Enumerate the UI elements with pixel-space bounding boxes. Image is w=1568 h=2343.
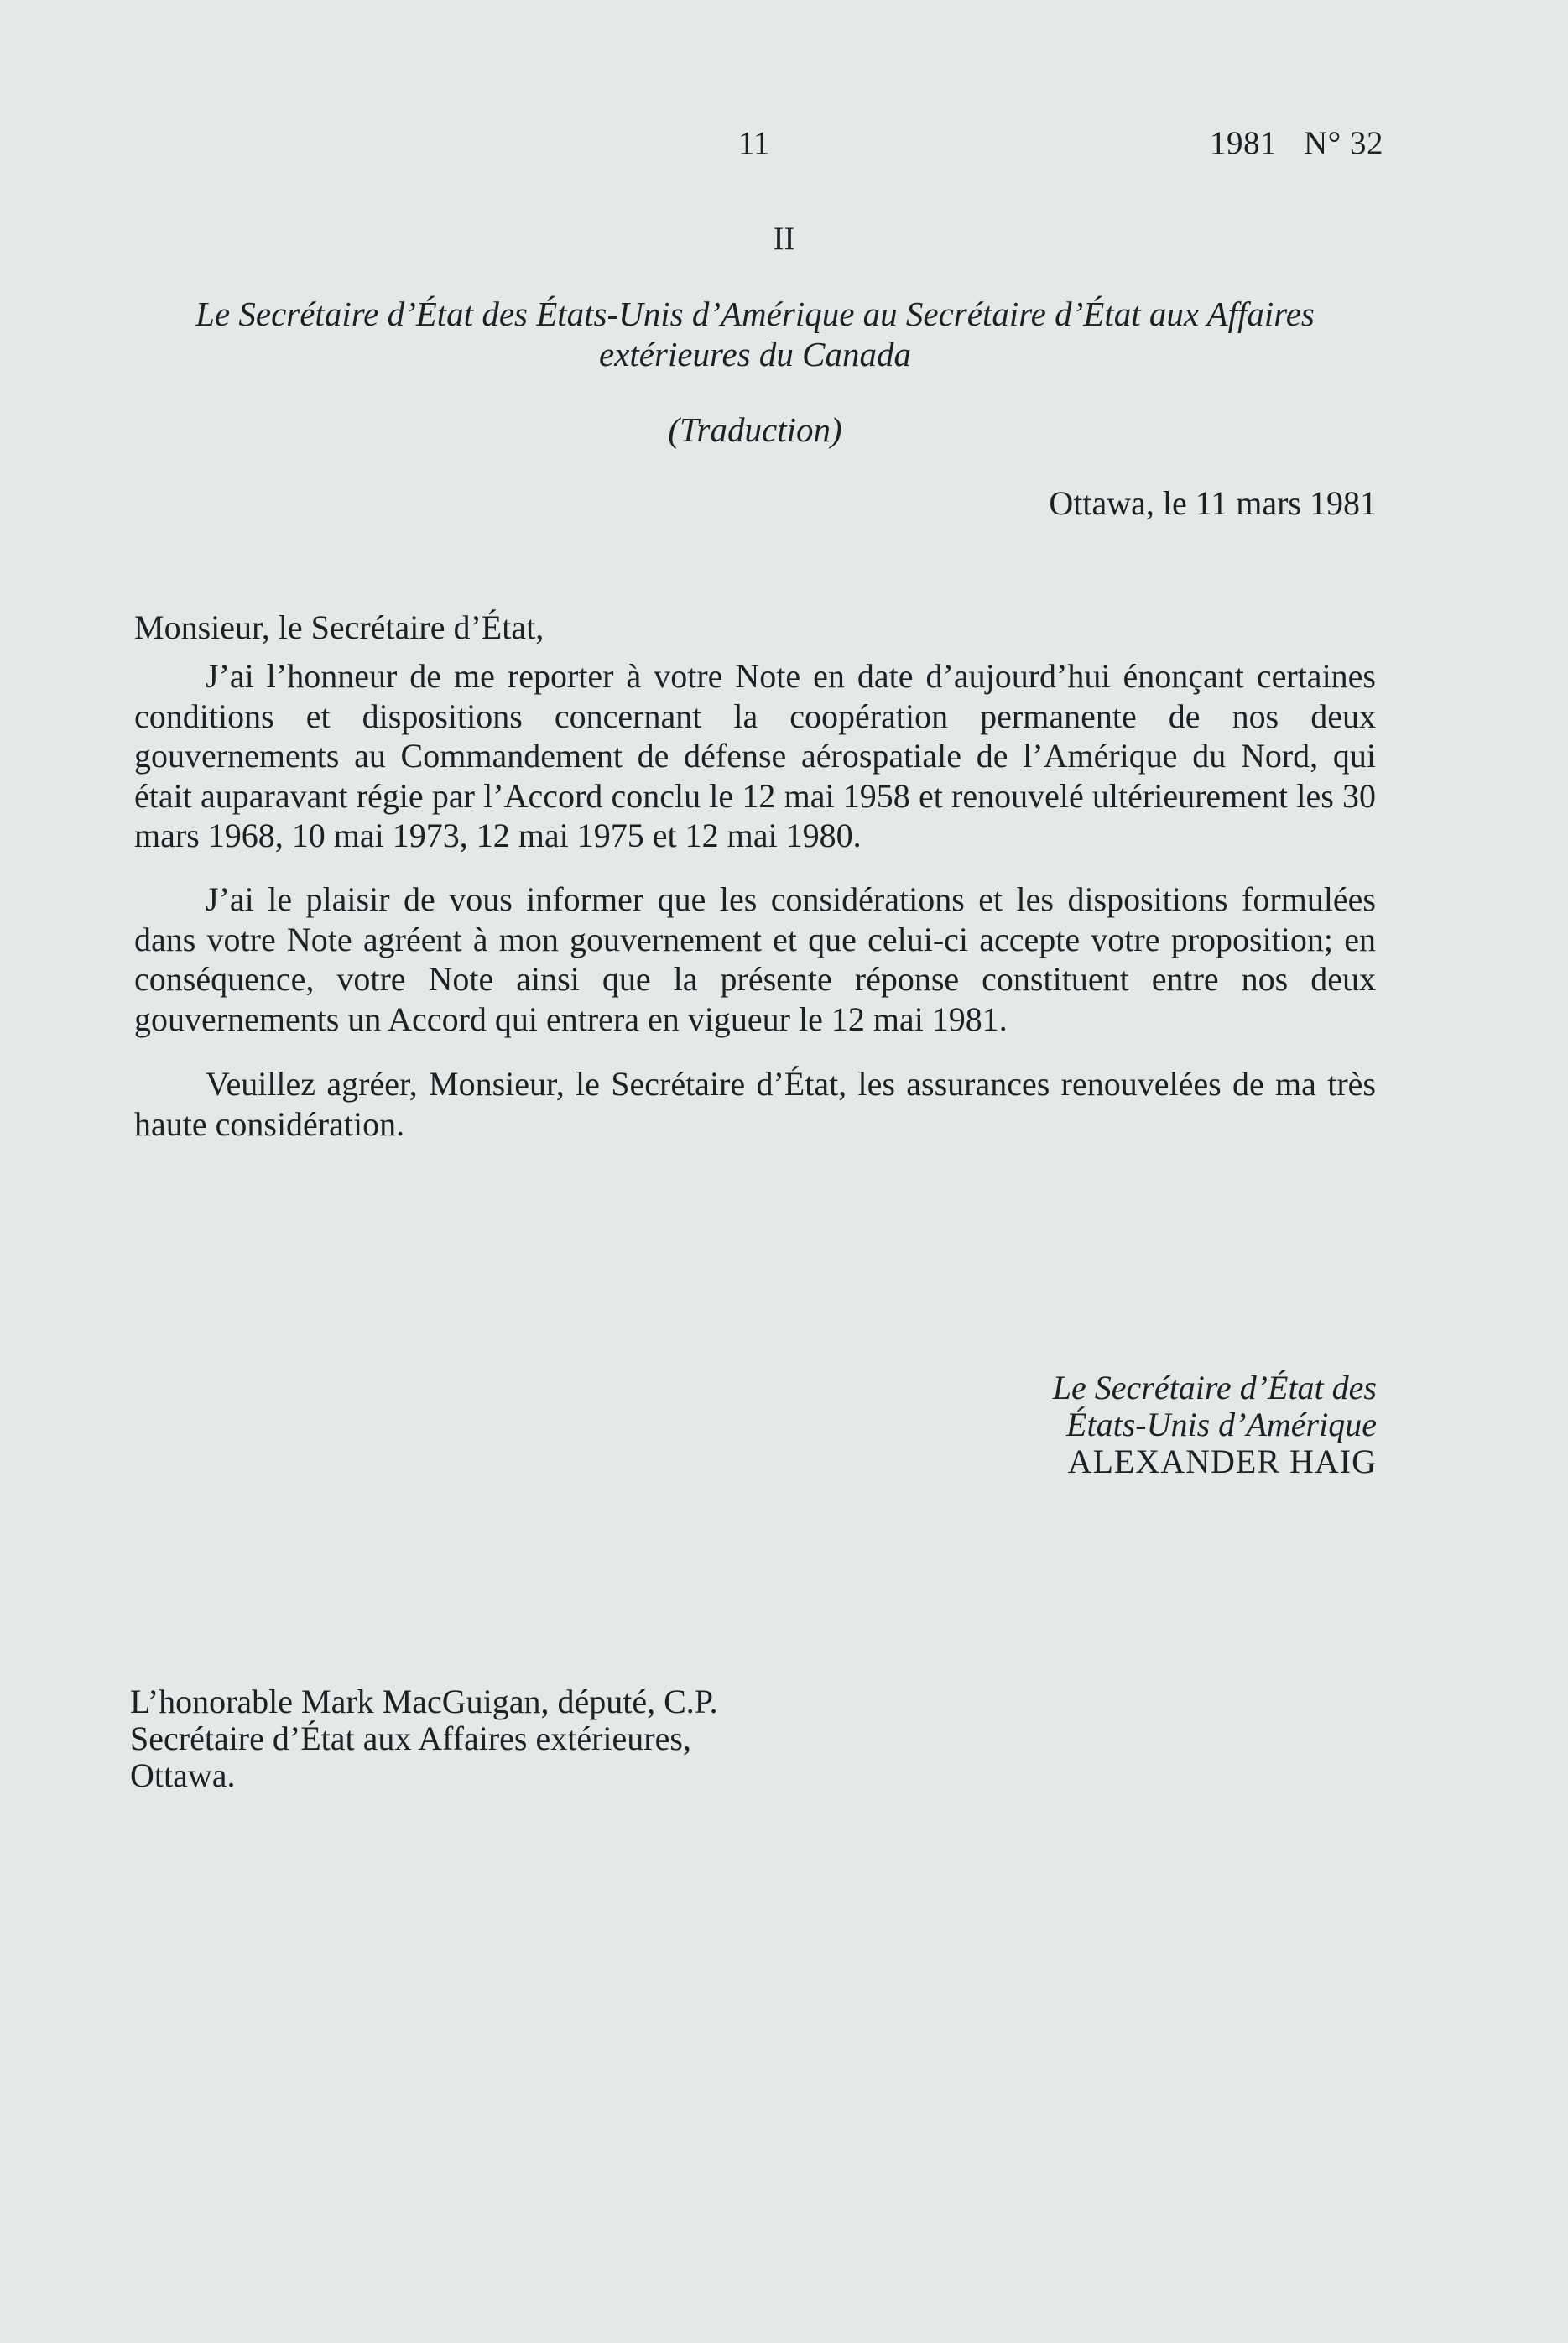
signatory-title-line1: Le Secrétaire d’État des bbox=[1052, 1369, 1377, 1406]
addressee-line1: L’honorable Mark MacGuigan, député, C.P. bbox=[130, 1683, 718, 1720]
translation-note: (Traduction) bbox=[668, 410, 842, 449]
salutation: Monsieur, le Secrétaire d’État, bbox=[134, 608, 544, 646]
document-number: N° 32 bbox=[1303, 125, 1383, 161]
addressee-block bbox=[130, 1683, 718, 1794]
paragraph-closing: Veuillez agréer, Monsieur, le Secrétaire d’État, les assurances renouvelées de ma très haute considération. bbox=[134, 1065, 1376, 1143]
paragraph-reference: J’ai l’honneur de me reporter à votre Note en date d’aujourd’hui énonçant certaines conditions et dispositions concernant la coopération permanente de nos deux gouvernements au Commandement de défense aérospatiale de l’Amérique du Nord, qui était auparavant régie par l’Accord conclu le 12 mai 1958 et renouvelé ultérieurement les 30 mars 1968, 10 mai 1973, 12 mai 1975 et 12 mai 1980. bbox=[134, 657, 1376, 854]
document-year: 1981 bbox=[1209, 125, 1277, 161]
dateline: Ottawa, le 11 mars 1981 bbox=[1049, 484, 1377, 522]
document-reference bbox=[1210, 124, 1383, 162]
signature-block bbox=[1053, 1370, 1377, 1480]
signatory-title-line2: États-Unis d’Amérique bbox=[1066, 1406, 1377, 1443]
addressee-line2: Secrétaire d’État aux Affaires extérieures, bbox=[130, 1719, 691, 1757]
page-number: 11 bbox=[738, 125, 770, 161]
signatory-name: ALEXANDER HAIG bbox=[1067, 1443, 1377, 1480]
addressee-line3: Ottawa. bbox=[130, 1756, 236, 1794]
paragraph-acceptance: J’ai le plaisir de vous informer que les considérations et les dispositions formulées dans votre Note agréent à mon gouvernement et que celui-ci accepte votre proposition; en conséquence, votre Note ainsi que la présente réponse constituent entre nos deux gouvernements un Accord qui entrera en vigueur le 12 mai 1981. bbox=[134, 880, 1376, 1038]
section-number: II bbox=[773, 221, 795, 257]
letter-heading: Le Secrétaire d’État des États-Unis d’Amérique au Secrétaire d’État aux Affaires extérieures du Canada bbox=[195, 295, 1315, 373]
